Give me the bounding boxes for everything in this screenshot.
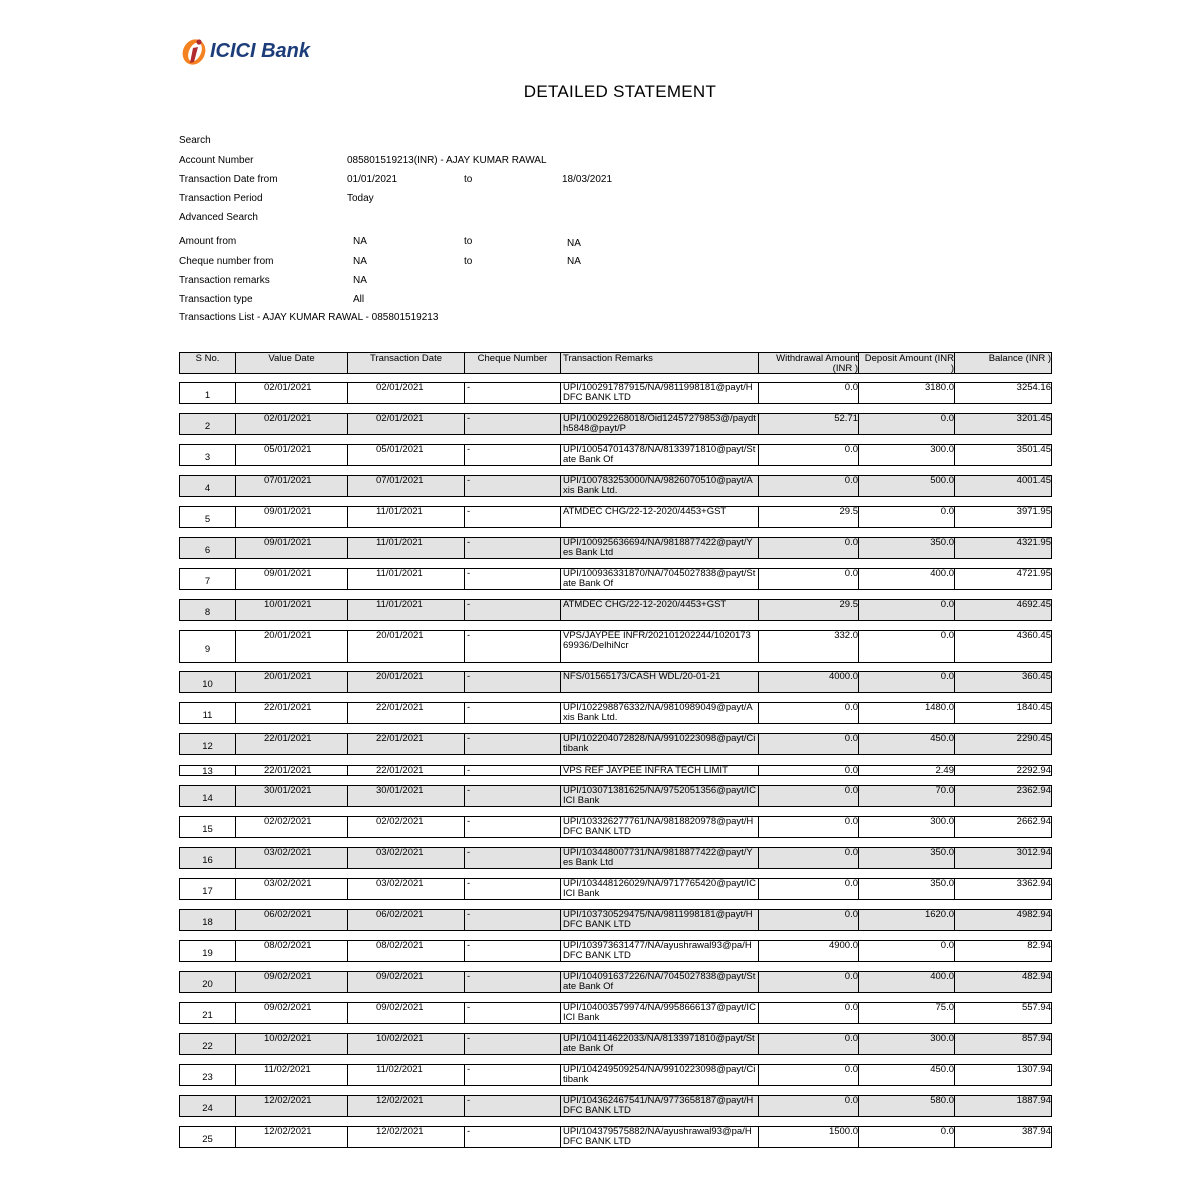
cell-withdrawal: 0.0 [759, 445, 859, 465]
header-balance: Balance (INR ) [988, 353, 1051, 364]
cell-withdrawal: 0.0 [759, 972, 859, 992]
cell-balance: 482.94 [1021, 972, 1051, 982]
cell-balance: 4001.45 [1016, 476, 1051, 486]
cell-sno: 23 [180, 1065, 236, 1085]
cell-value-date: 02/02/2021 [236, 817, 348, 837]
cell-transaction-date: 11/01/2021 [348, 538, 465, 558]
date-from-value: 01/01/2021 [347, 174, 398, 185]
cell-transaction-date: 11/01/2021 [348, 507, 465, 527]
cell-transaction-remarks: UPI/103448126029/NA/9717765420@payt/ICICI Bank [561, 879, 759, 899]
cell-sno: 4 [180, 476, 236, 496]
cell-cheque-number: - [465, 1065, 561, 1085]
cell-deposit: 0.0 [859, 600, 955, 620]
cell-transaction-date: 05/01/2021 [348, 445, 465, 465]
cell-sno: 25 [180, 1127, 236, 1147]
header-withdrawal: Withdrawal Amount (INR ) [759, 353, 859, 373]
cell-withdrawal: 0.0 [759, 848, 859, 868]
cell-value-date: 30/01/2021 [236, 786, 348, 806]
cell-cheque-number: - [465, 879, 561, 899]
cell-sno: 1 [180, 383, 236, 403]
type-value: All [353, 294, 365, 305]
cell-withdrawal: 0.0 [759, 538, 859, 558]
cell-withdrawal: 0.0 [759, 817, 859, 837]
cell-sno: 13 [180, 766, 236, 775]
cell-sno: 12 [180, 734, 236, 754]
cell-sno: 8 [180, 600, 236, 620]
cell-value-date: 10/01/2021 [236, 600, 348, 620]
table-row [179, 475, 1052, 497]
cell-transaction-remarks: ATMDEC CHG/22-12-2020/4453+GST [561, 507, 759, 527]
cell-transaction-remarks: UPI/104003579974/NA/9958666137@payt/ICICI Bank [561, 1003, 759, 1023]
cell-transaction-date: 22/01/2021 [348, 766, 465, 775]
cell-withdrawal: 0.0 [759, 476, 859, 496]
cell-balance: 4321.95 [1016, 538, 1051, 548]
table-row [179, 1126, 1052, 1148]
cell-value-date: 12/02/2021 [236, 1096, 348, 1116]
cell-transaction-remarks: UPI/104249509254/NA/9910223098@payt/Citibank [561, 1065, 759, 1085]
date-from-label: Transaction Date from [179, 174, 278, 185]
cell-cheque-number: - [465, 1096, 561, 1116]
cell-balance: 3254.16 [1016, 383, 1051, 393]
cell-sno: 15 [180, 817, 236, 837]
cell-withdrawal: 0.0 [759, 1096, 859, 1116]
header-sno: S No. [180, 353, 236, 373]
cell-transaction-date: 11/01/2021 [348, 569, 465, 589]
header-value-date: Value Date [236, 353, 348, 373]
cell-balance: 4721.95 [1016, 569, 1051, 579]
table-row [179, 413, 1052, 435]
cell-sno: 22 [180, 1034, 236, 1054]
cell-balance: 3971.95 [1016, 507, 1051, 517]
cell-transaction-remarks: UPI/100291787915/NA/9811998181@payt/HDFC BANK LTD [561, 383, 759, 403]
table-row [179, 537, 1052, 559]
cell-cheque-number: - [465, 1034, 561, 1054]
cell-transaction-date: 03/02/2021 [348, 879, 465, 899]
period-label: Transaction Period [179, 193, 263, 204]
cell-transaction-date: 22/01/2021 [348, 734, 465, 754]
cell-value-date: 22/01/2021 [236, 734, 348, 754]
cell-deposit: 3180.0 [859, 383, 955, 403]
cell-balance: 387.94 [1021, 1127, 1051, 1137]
cell-transaction-remarks: UPI/103326277761/NA/9818820978@payt/HDFC BANK LTD [561, 817, 759, 837]
cell-transaction-remarks: VPS/JAYPEE INFR/202101202244/102017369936/DelhiNcr [561, 631, 759, 662]
cell-balance: 4982.94 [1016, 910, 1051, 920]
cell-value-date: 22/01/2021 [236, 766, 348, 775]
advanced-search-heading: Advanced Search [179, 212, 258, 223]
cell-transaction-remarks: VPS REF JAYPEE INFRA TECH LIMIT [561, 766, 759, 775]
cheque-to-label: to [464, 256, 473, 267]
cell-transaction-remarks: UPI/100292268018/Oid12457279853@/paydth5848@payt/P [561, 414, 759, 434]
table-row [179, 878, 1052, 900]
cell-sno: 9 [180, 631, 236, 662]
table-row [179, 1095, 1052, 1117]
cell-value-date: 03/02/2021 [236, 879, 348, 899]
cell-value-date: 10/02/2021 [236, 1034, 348, 1054]
cell-transaction-date: 11/01/2021 [348, 600, 465, 620]
cell-deposit: 1480.0 [859, 703, 955, 723]
cell-value-date: 11/02/2021 [236, 1065, 348, 1085]
cell-withdrawal: 0.0 [759, 1003, 859, 1023]
cell-transaction-remarks: UPI/103071381625/NA/9752051356@payt/ICICI Bank [561, 786, 759, 806]
remarks-label: Transaction remarks [179, 275, 270, 286]
cell-cheque-number: - [465, 569, 561, 589]
table-row [179, 1064, 1052, 1086]
cell-cheque-number: - [465, 734, 561, 754]
amount-from-label: Amount from [179, 236, 237, 247]
cell-withdrawal: 0.0 [759, 1065, 859, 1085]
cell-balance: 82.94 [1027, 941, 1051, 951]
cell-balance: 4692.45 [1016, 600, 1051, 610]
cell-deposit: 300.0 [859, 445, 955, 465]
cell-value-date: 12/02/2021 [236, 1127, 348, 1147]
date-to-label: to [464, 174, 473, 185]
cell-balance: 2362.94 [1016, 786, 1051, 796]
cell-balance: 2290.45 [1016, 734, 1051, 744]
table-row [179, 909, 1052, 931]
cell-transaction-remarks: UPI/104362467541/NA/9773658187@payt/HDFC BANK LTD [561, 1096, 759, 1116]
cell-sno: 2 [180, 414, 236, 434]
cell-value-date: 20/01/2021 [236, 672, 348, 692]
cell-transaction-remarks: UPI/104114622033/NA/8133971810@payt/State Bank Of [561, 1034, 759, 1054]
cell-transaction-date: 09/02/2021 [348, 972, 465, 992]
cell-balance: 857.94 [1021, 1034, 1051, 1044]
cell-cheque-number: - [465, 672, 561, 692]
cell-transaction-remarks: UPI/100925636694/NA/9818877422@payt/Yes Bank Ltd [561, 538, 759, 558]
table-header [179, 352, 1052, 374]
cell-value-date: 02/01/2021 [236, 414, 348, 434]
cell-value-date: 06/02/2021 [236, 910, 348, 930]
cell-value-date: 02/01/2021 [236, 383, 348, 403]
cell-balance: 2292.94 [1016, 766, 1051, 775]
cell-sno: 14 [180, 786, 236, 806]
account-number-label: Account Number [179, 155, 254, 166]
cell-deposit: 2.49 [859, 766, 955, 775]
cell-transaction-remarks: ATMDEC CHG/22-12-2020/4453+GST [561, 600, 759, 620]
cell-deposit: 0.0 [859, 631, 955, 662]
header-transaction-remarks: Transaction Remarks [561, 353, 759, 373]
cell-balance: 557.94 [1021, 1003, 1051, 1013]
cell-cheque-number: - [465, 414, 561, 434]
cell-withdrawal: 4000.0 [759, 672, 859, 692]
table-row [179, 816, 1052, 838]
cheque-from-label: Cheque number from [179, 256, 274, 267]
table-row [179, 568, 1052, 590]
cell-sno: 6 [180, 538, 236, 558]
cell-deposit: 580.0 [859, 1096, 955, 1116]
cell-value-date: 22/01/2021 [236, 703, 348, 723]
cell-cheque-number: - [465, 910, 561, 930]
cell-sno: 20 [180, 972, 236, 992]
cell-sno: 10 [180, 672, 236, 692]
cell-transaction-date: 20/01/2021 [348, 631, 465, 662]
table-row [179, 765, 1052, 776]
header-cheque-number: Cheque Number [465, 353, 561, 373]
cell-withdrawal: 52.71 [759, 414, 859, 434]
cell-transaction-date: 12/02/2021 [348, 1096, 465, 1116]
cell-value-date: 09/02/2021 [236, 972, 348, 992]
cell-cheque-number: - [465, 941, 561, 961]
cell-transaction-date: 12/02/2021 [348, 1127, 465, 1147]
table-row [179, 1002, 1052, 1024]
cell-withdrawal: 0.0 [759, 879, 859, 899]
cell-balance: 3501.45 [1016, 445, 1051, 455]
cell-transaction-date: 20/01/2021 [348, 672, 465, 692]
cell-transaction-date: 06/02/2021 [348, 910, 465, 930]
cell-balance: 3012.94 [1016, 848, 1051, 858]
cell-value-date: 07/01/2021 [236, 476, 348, 496]
header-transaction-date: Transaction Date [348, 353, 465, 373]
cell-cheque-number: - [465, 1127, 561, 1147]
table-row [179, 733, 1052, 755]
cell-value-date: 09/01/2021 [236, 569, 348, 589]
cell-withdrawal: 0.0 [759, 1034, 859, 1054]
cell-value-date: 09/02/2021 [236, 1003, 348, 1023]
cell-sno: 5 [180, 507, 236, 527]
cell-cheque-number: - [465, 848, 561, 868]
cell-deposit: 0.0 [859, 672, 955, 692]
cell-withdrawal: 0.0 [759, 734, 859, 754]
table-row [179, 971, 1052, 993]
amount-to-label: to [464, 236, 473, 247]
cell-transaction-remarks: NFS/01565173/CASH WDL/20-01-21 [561, 672, 759, 692]
cell-transaction-remarks: UPI/102204072828/NA/9910223098@payt/Citibank [561, 734, 759, 754]
cell-sno: 16 [180, 848, 236, 868]
cell-deposit: 75.0 [859, 1003, 955, 1023]
cell-cheque-number: - [465, 703, 561, 723]
cell-withdrawal: 0.0 [759, 910, 859, 930]
header-deposit: Deposit Amount (INR ) [859, 353, 955, 373]
cheque-to-value: NA [567, 256, 581, 267]
cell-deposit: 0.0 [859, 941, 955, 961]
cell-balance: 3362.94 [1016, 879, 1051, 889]
icici-i-logo-icon [180, 36, 210, 66]
cell-deposit: 350.0 [859, 538, 955, 558]
cell-deposit: 70.0 [859, 786, 955, 806]
cell-transaction-date: 02/01/2021 [348, 414, 465, 434]
cell-withdrawal: 29.5 [759, 600, 859, 620]
cell-cheque-number: - [465, 445, 561, 465]
cell-transaction-date: 09/02/2021 [348, 1003, 465, 1023]
cell-cheque-number: - [465, 507, 561, 527]
cell-withdrawal: 0.0 [759, 383, 859, 403]
cell-transaction-date: 08/02/2021 [348, 941, 465, 961]
cell-deposit: 400.0 [859, 569, 955, 589]
search-heading: Search [179, 135, 211, 146]
cell-deposit: 450.0 [859, 1065, 955, 1085]
cell-cheque-number: - [465, 786, 561, 806]
cell-deposit: 350.0 [859, 848, 955, 868]
cell-cheque-number: - [465, 817, 561, 837]
cell-sno: 11 [180, 703, 236, 723]
cell-value-date: 05/01/2021 [236, 445, 348, 465]
cell-deposit: 400.0 [859, 972, 955, 992]
cell-transaction-remarks: UPI/104379575882/NA/ayushrawal93@pa/HDFC BANK LTD [561, 1127, 759, 1147]
cell-transaction-remarks: UPI/102298876332/NA/9810989049@payt/Axis Bank Ltd. [561, 703, 759, 723]
cell-transaction-remarks: UPI/104091637226/NA/7045027838@payt/State Bank Of [561, 972, 759, 992]
date-to-value: 18/03/2021 [562, 174, 613, 185]
table-row [179, 599, 1052, 621]
cell-withdrawal: 0.0 [759, 703, 859, 723]
cell-cheque-number: - [465, 972, 561, 992]
cell-balance: 2662.94 [1016, 817, 1051, 827]
transactions-list-heading: Transactions List - AJAY KUMAR RAWAL - 085801519213 [179, 312, 439, 323]
cell-cheque-number: - [465, 631, 561, 662]
cell-balance: 3201.45 [1016, 414, 1051, 424]
cell-cheque-number: - [465, 766, 561, 775]
cell-deposit: 500.0 [859, 476, 955, 496]
cell-transaction-date: 11/02/2021 [348, 1065, 465, 1085]
cell-transaction-date: 22/01/2021 [348, 703, 465, 723]
cell-withdrawal: 0.0 [759, 766, 859, 775]
cell-transaction-date: 30/01/2021 [348, 786, 465, 806]
cell-deposit: 1620.0 [859, 910, 955, 930]
cell-value-date: 20/01/2021 [236, 631, 348, 662]
cell-cheque-number: - [465, 538, 561, 558]
cell-sno: 19 [180, 941, 236, 961]
cell-balance: 1307.94 [1016, 1065, 1051, 1075]
cell-deposit: 0.0 [859, 1127, 955, 1147]
cell-transaction-date: 02/01/2021 [348, 383, 465, 403]
table-row [179, 785, 1052, 807]
account-number-value: 085801519213(INR) - AJAY KUMAR RAWAL [347, 155, 547, 166]
table-row [179, 1033, 1052, 1055]
page-title: DETAILED STATEMENT [523, 82, 717, 101]
table-row [179, 444, 1052, 466]
cell-sno: 17 [180, 879, 236, 899]
table-row [179, 847, 1052, 869]
cell-balance: 1887.94 [1016, 1096, 1051, 1106]
cell-deposit: 0.0 [859, 507, 955, 527]
cheque-from-value: NA [353, 256, 367, 267]
cell-cheque-number: - [465, 476, 561, 496]
cell-withdrawal: 4900.0 [759, 941, 859, 961]
cell-transaction-remarks: UPI/100783253000/NA/9826070510@payt/Axis Bank Ltd. [561, 476, 759, 496]
cell-deposit: 350.0 [859, 879, 955, 899]
cell-transaction-remarks: UPI/103448007731/NA/9818877422@payt/Yes Bank Ltd [561, 848, 759, 868]
cell-transaction-date: 03/02/2021 [348, 848, 465, 868]
cell-cheque-number: - [465, 1003, 561, 1023]
table-row [179, 382, 1052, 404]
cell-value-date: 03/02/2021 [236, 848, 348, 868]
period-value: Today [347, 193, 374, 204]
cell-deposit: 300.0 [859, 817, 955, 837]
cell-sno: 21 [180, 1003, 236, 1023]
table-row [179, 506, 1052, 528]
cell-sno: 7 [180, 569, 236, 589]
cell-cheque-number: - [465, 600, 561, 620]
table-row [179, 940, 1052, 962]
cell-value-date: 08/02/2021 [236, 941, 348, 961]
cell-transaction-date: 02/02/2021 [348, 817, 465, 837]
cell-sno: 24 [180, 1096, 236, 1116]
cell-transaction-remarks: UPI/103973631477/NA/ayushrawal93@pa/HDFC BANK LTD [561, 941, 759, 961]
table-row [179, 702, 1052, 724]
cell-cheque-number: - [465, 383, 561, 403]
type-label: Transaction type [179, 294, 253, 305]
cell-transaction-remarks: UPI/103730529475/NA/9811998181@payt/HDFC BANK LTD [561, 910, 759, 930]
bank-name: ICICI Bank [210, 40, 311, 62]
cell-balance: 1840.45 [1016, 703, 1051, 713]
cell-value-date: 09/01/2021 [236, 507, 348, 527]
amount-to-value: NA [567, 238, 581, 249]
cell-sno: 3 [180, 445, 236, 465]
cell-withdrawal: 0.0 [759, 569, 859, 589]
cell-deposit: 0.0 [859, 414, 955, 434]
cell-withdrawal: 29.5 [759, 507, 859, 527]
cell-transaction-remarks: UPI/100936331870/NA/7045027838@payt/State Bank Of [561, 569, 759, 589]
cell-balance: 4360.45 [1016, 631, 1051, 641]
cell-withdrawal: 0.0 [759, 786, 859, 806]
remarks-value: NA [353, 275, 367, 286]
cell-withdrawal: 332.0 [759, 631, 859, 662]
cell-withdrawal: 1500.0 [759, 1127, 859, 1147]
amount-from-value: NA [353, 236, 367, 247]
table-row [179, 630, 1052, 663]
cell-balance: 360.45 [1021, 672, 1051, 682]
cell-value-date: 09/01/2021 [236, 538, 348, 558]
cell-deposit: 450.0 [859, 734, 955, 754]
icici-bank-logo [180, 36, 350, 68]
cell-transaction-date: 07/01/2021 [348, 476, 465, 496]
cell-deposit: 300.0 [859, 1034, 955, 1054]
table-row [179, 671, 1052, 693]
cell-transaction-date: 10/02/2021 [348, 1034, 465, 1054]
cell-transaction-remarks: UPI/100547014378/NA/8133971810@payt/State Bank Of [561, 445, 759, 465]
cell-sno: 18 [180, 910, 236, 930]
